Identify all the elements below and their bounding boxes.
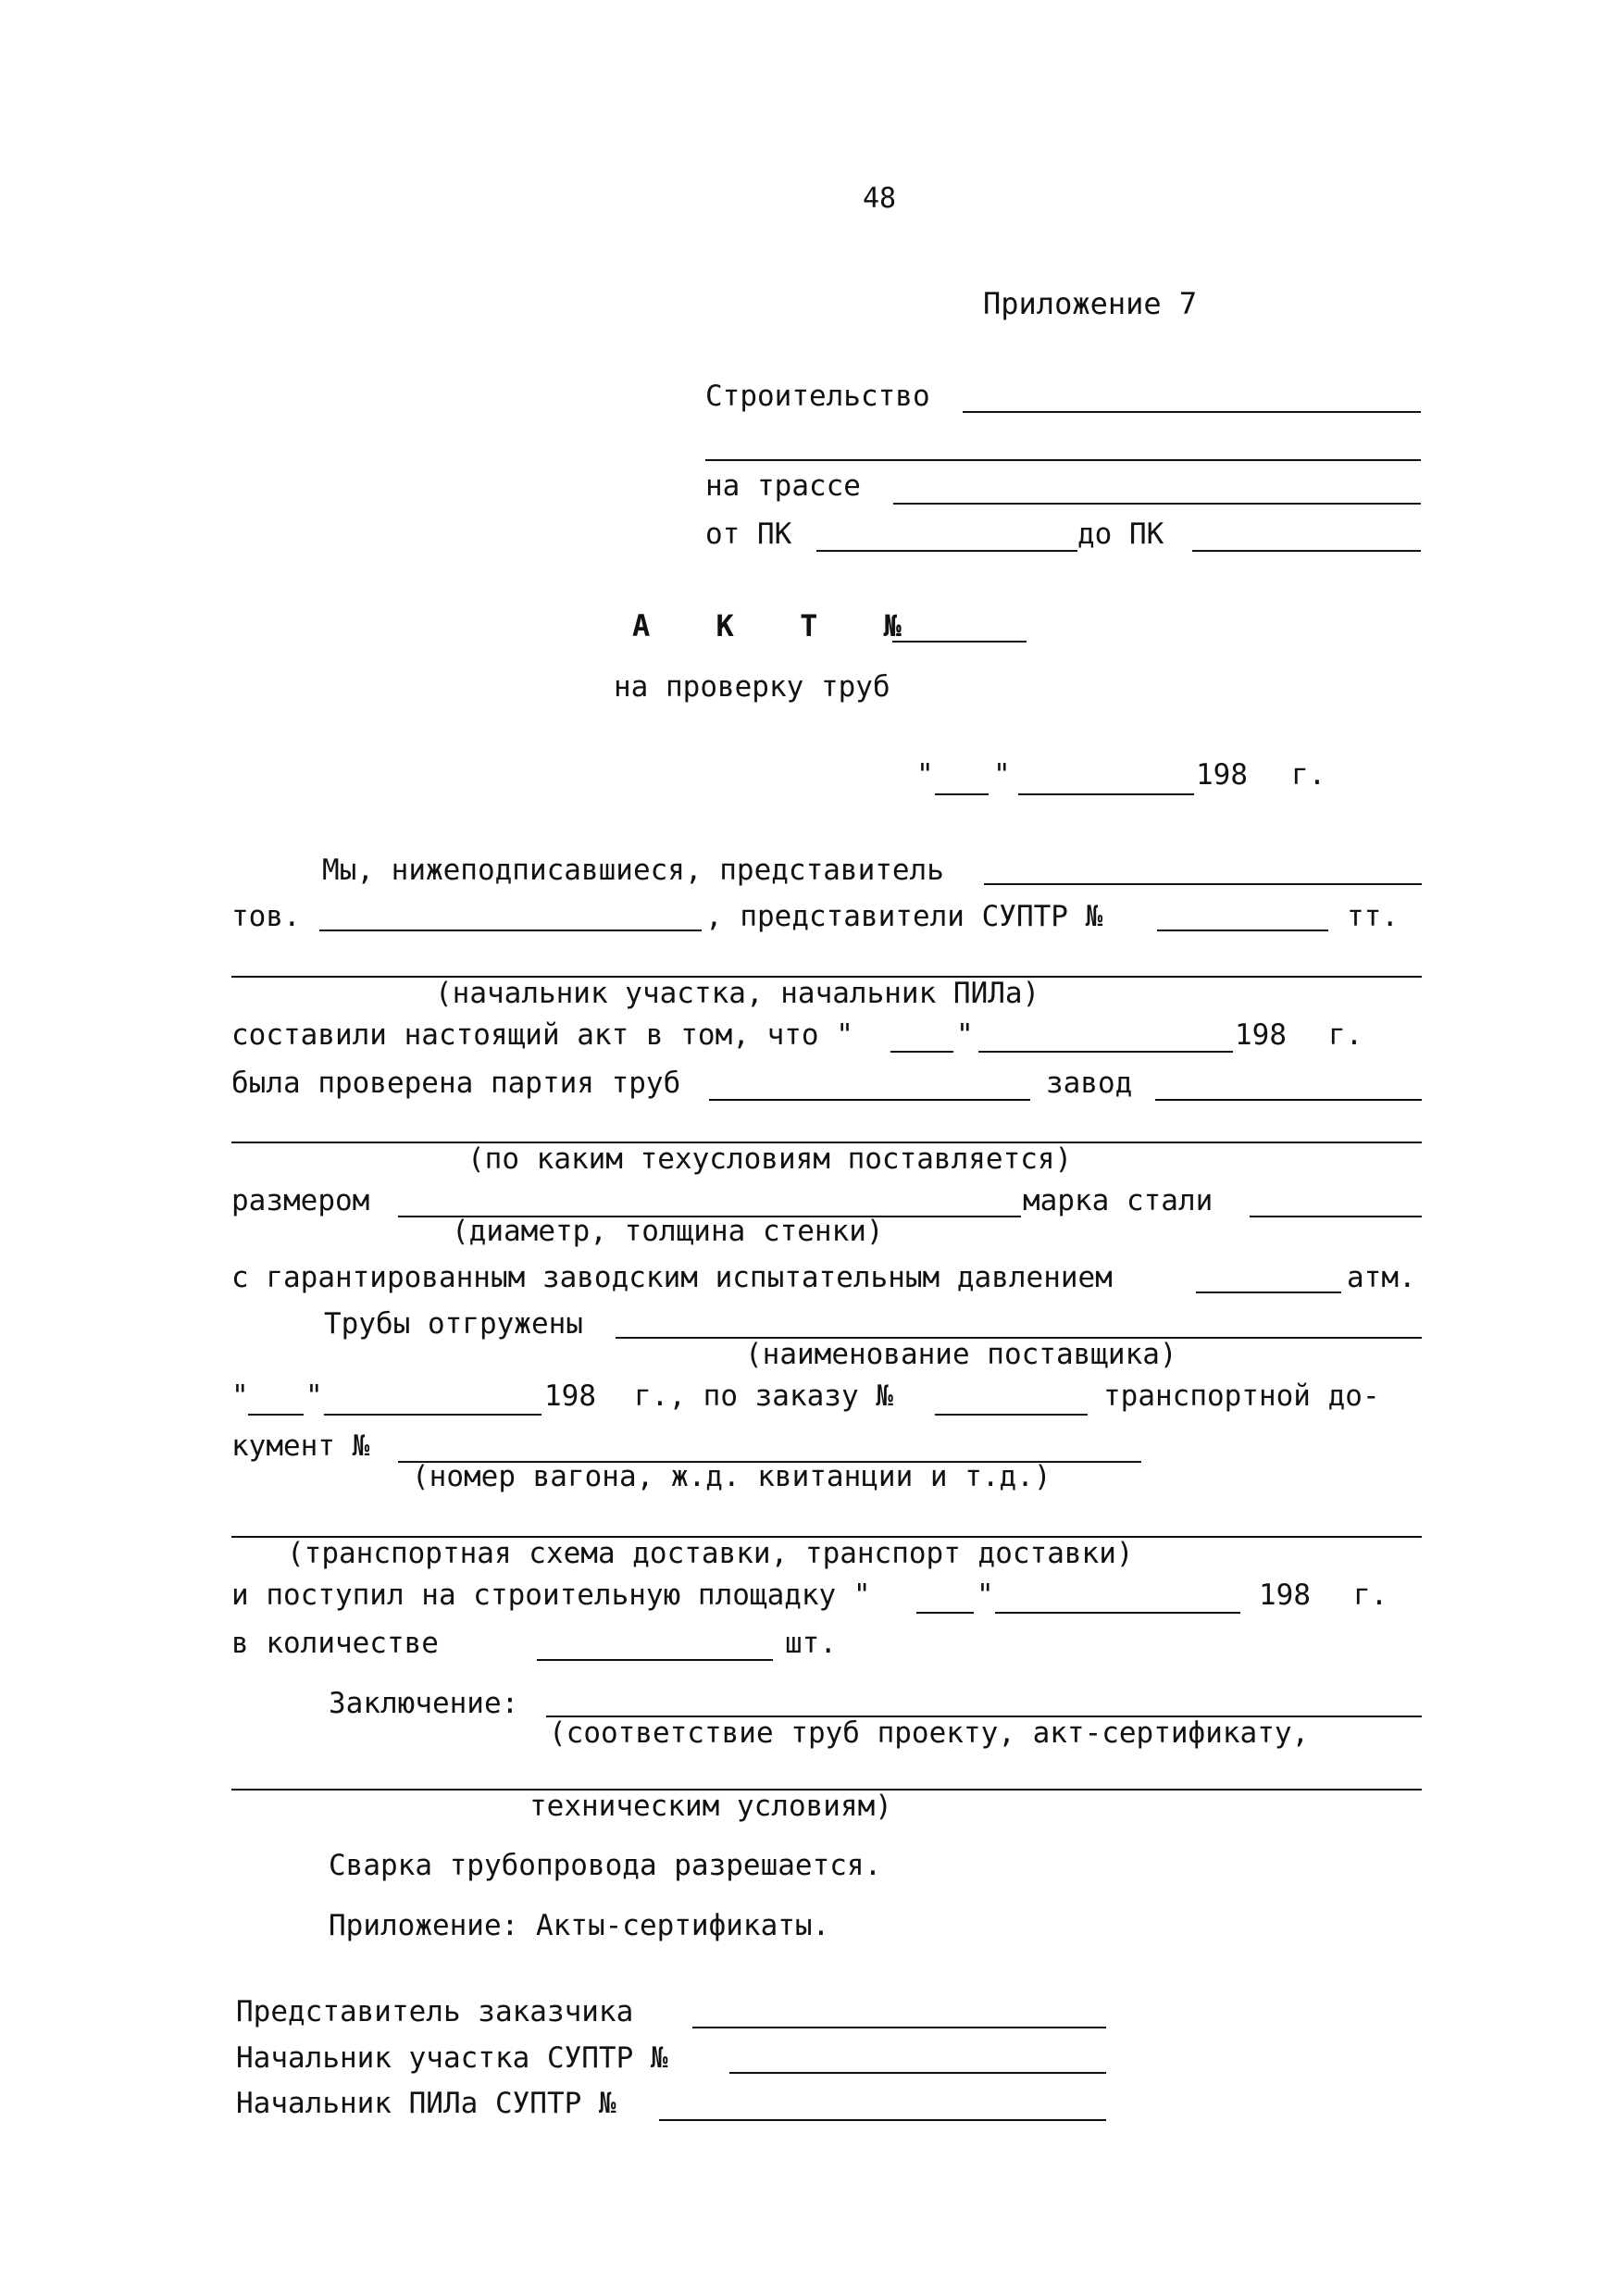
body-line-year-unit: г.	[1328, 1018, 1363, 1052]
body-line-pcs: шт.	[785, 1627, 837, 1660]
date-quote-close: "	[993, 758, 1011, 792]
body-line-plant: завод	[1046, 1067, 1133, 1100]
to-pk-field[interactable]	[1192, 550, 1421, 552]
order-field[interactable]	[935, 1414, 1088, 1416]
arrival-day-field[interactable]	[916, 1612, 974, 1614]
body-line-document: кумент №	[231, 1429, 370, 1463]
body-line-tt: тт.	[1347, 900, 1399, 933]
body-line-arrived-unit: г.	[1353, 1578, 1388, 1612]
body-line-composed: составили настоящий акт в том, что "	[231, 1018, 853, 1052]
date-month-field[interactable]	[1018, 793, 1194, 795]
suptr-number-field[interactable]	[1157, 930, 1328, 931]
body-line-ship-year: 198	[544, 1379, 596, 1413]
conclusion-label: Заключение:	[329, 1687, 519, 1720]
body-line-suptr-reps: , представители СУПТР №	[705, 900, 1103, 933]
caption-conclusion-1: (соответствие труб проекту, акт-сертификату,	[549, 1716, 1310, 1750]
representative-field[interactable]	[984, 883, 1422, 885]
body-line-steel: марка стали	[1023, 1184, 1214, 1217]
body-line-order: г., по заказу №	[634, 1379, 893, 1413]
construction-field[interactable]	[963, 411, 1421, 413]
body-line-size: размером	[231, 1184, 370, 1217]
route-field[interactable]	[893, 503, 1421, 505]
steel-field[interactable]	[1250, 1216, 1422, 1217]
body-line-year: 198	[1235, 1018, 1287, 1052]
arrival-month-field[interactable]	[995, 1612, 1240, 1614]
ship-day-field[interactable]	[248, 1414, 304, 1416]
caption-transport: (транспортная схема доставки, транспорт доставки)	[287, 1537, 1134, 1570]
signature-pil-chief-label: Начальник ПИЛа СУПТР №	[236, 2087, 616, 2120]
body-line-batch: была проверена партия труб	[231, 1067, 681, 1100]
body-line-quantity: в количестве	[231, 1627, 439, 1660]
check-month-field[interactable]	[978, 1051, 1233, 1053]
body-line-tov: тов.	[231, 900, 301, 933]
act-title: А К Т №	[632, 608, 926, 643]
signature-site-chief-label: Начальник участка СУПТР №	[236, 2041, 668, 2075]
page-number: 48	[863, 182, 897, 215]
check-day-field[interactable]	[890, 1051, 953, 1053]
attachment-statement: Приложение: Акты-сертификаты.	[329, 1909, 830, 1942]
appendix-label: Приложение 7	[983, 286, 1198, 321]
body-line-ship-quote-close: "	[305, 1379, 323, 1413]
quantity-field[interactable]	[537, 1659, 773, 1661]
date-day-field[interactable]	[935, 793, 989, 795]
body-line-arrived-year: 198	[1259, 1578, 1311, 1612]
caption-specs: (по каким техусловиям поставляется)	[467, 1142, 1073, 1176]
signature-site-chief-field[interactable]	[729, 2072, 1106, 2074]
body-line-pressure: с гарантированным заводским испытательным давлением	[231, 1261, 1113, 1294]
to-pk-label: до ПК	[1077, 518, 1164, 551]
welding-statement: Сварка трубопровода разрешается.	[329, 1849, 882, 1882]
date-year: 198	[1196, 758, 1248, 792]
date-unit: г.	[1291, 758, 1326, 792]
signature-customer-label: Представитель заказчика	[236, 1995, 634, 2028]
signature-pil-chief-field[interactable]	[659, 2119, 1106, 2121]
act-number-field[interactable]	[892, 641, 1027, 643]
construction-field-line2[interactable]	[705, 459, 1421, 461]
body-line-atm: атм.	[1347, 1261, 1416, 1294]
caption-conclusion-2: техническим условиям)	[529, 1790, 892, 1823]
caption-supplier: (наименование поставщика)	[745, 1338, 1177, 1371]
from-pk-label: от ПК	[705, 518, 792, 551]
body-line-quote-close: "	[956, 1018, 974, 1052]
body-line-ship-quote-open: "	[231, 1379, 249, 1413]
ship-month-field[interactable]	[324, 1414, 541, 1416]
construction-label: Строительство	[705, 380, 930, 413]
from-pk-field[interactable]	[816, 550, 1077, 552]
caption-size: (диаметр, толщина стенки)	[452, 1215, 884, 1248]
act-subtitle: на проверку труб	[614, 670, 890, 704]
caption-chiefs: (начальник участка, начальник ПИЛа)	[435, 977, 1040, 1010]
body-line-transport: транспортной до-	[1103, 1379, 1380, 1413]
batch-field[interactable]	[709, 1099, 1030, 1101]
tov-field[interactable]	[319, 930, 702, 931]
caption-document: (номер вагона, ж.д. квитанции и т.д.)	[412, 1460, 1052, 1493]
date-quote-open: "	[916, 758, 934, 792]
body-line-arrived-quote-close: "	[977, 1578, 994, 1612]
body-line-arrived: и поступил на строительную площадку "	[231, 1578, 871, 1612]
plant-field[interactable]	[1155, 1099, 1422, 1101]
route-label: на трассе	[705, 469, 861, 503]
body-line-shipped: Трубы отгружены	[324, 1307, 583, 1341]
signature-customer-field[interactable]	[692, 2027, 1106, 2028]
pressure-field[interactable]	[1196, 1292, 1341, 1293]
body-line-representative: Мы, нижеподписавшиеся, представитель	[322, 854, 944, 887]
